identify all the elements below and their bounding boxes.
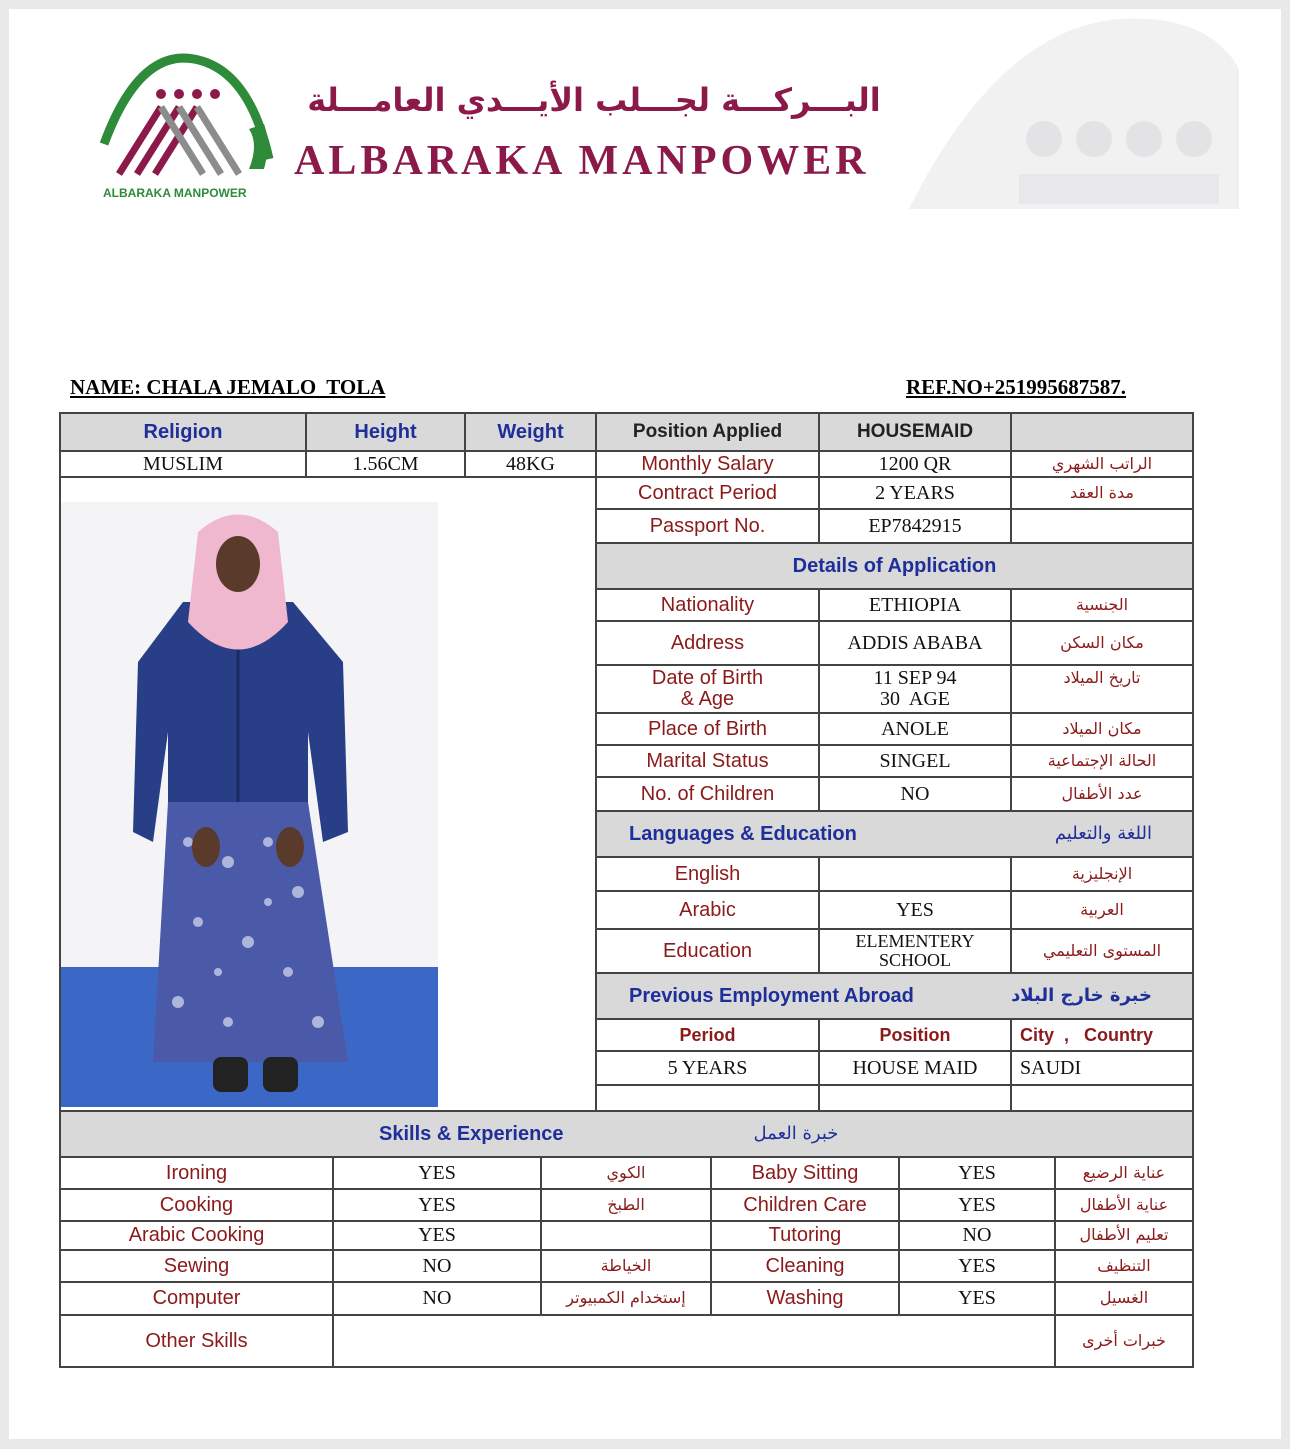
candidate-name: NAME: CHALA JEMALO TOLA: [70, 375, 386, 399]
education-arabic: المستوى التعليمي: [1010, 928, 1194, 974]
passport-value: EP7842915: [818, 508, 1012, 544]
skill-right-arabic: التنظيف: [1054, 1249, 1194, 1283]
place-of-birth-arabic: مكان الميلاد: [1010, 712, 1194, 746]
arabic-arabic: العربية: [1010, 890, 1194, 930]
english-label: English: [595, 856, 820, 892]
other-skills-label: Other Skills: [59, 1314, 334, 1368]
skill-left-value: YES: [332, 1220, 542, 1251]
children-label: No. of Children: [595, 776, 820, 812]
cv-page: [9, 9, 1281, 1439]
employment-section-title: [595, 972, 1194, 1020]
employment-title-english: Previous Employment Abroad: [629, 984, 914, 1007]
arabic-label: Arabic: [595, 890, 820, 930]
monthly-salary-value: 1200 QR: [818, 450, 1012, 478]
employment-period-header: Period: [595, 1018, 820, 1052]
dob-label-line2: & Age: [680, 688, 735, 710]
contract-period-arabic: مدة العقد: [1010, 476, 1194, 510]
watermark-logo-icon: [909, 9, 1239, 209]
company-logo: [99, 49, 279, 199]
weight-header: Weight: [464, 412, 597, 452]
skill-left-label: Arabic Cooking: [59, 1220, 334, 1251]
education-value: [818, 928, 1012, 974]
education-value-line2: SCHOOL: [878, 950, 951, 970]
skill-right-value: YES: [898, 1156, 1056, 1190]
contract-period-value: 2 YEARS: [818, 476, 1012, 510]
skill-right-value: NO: [898, 1220, 1056, 1251]
skill-left-arabic: الطبخ: [540, 1188, 712, 1222]
nationality-value: ETHIOPIA: [818, 588, 1012, 622]
company-name-english: ALBARAKA MANPOWER: [294, 138, 870, 184]
skill-right-label: Tutoring: [710, 1220, 900, 1251]
employment-empty-cell: [818, 1084, 1012, 1112]
photo-frame: [59, 476, 597, 1112]
marital-status-value: SINGEL: [818, 744, 1012, 778]
skill-left-value: NO: [332, 1249, 542, 1283]
skill-right-arabic: عناية الأطفال: [1054, 1188, 1194, 1222]
dob-value: [818, 664, 1012, 714]
skills-title-english: Skills & Experience: [379, 1122, 564, 1145]
languages-title-english: Languages & Education: [629, 822, 857, 845]
employment-location-value: SAUDI: [1010, 1050, 1194, 1086]
logo-caption: ALBARAKA MANPOWER: [103, 186, 247, 200]
details-section-title: Details of Application: [595, 542, 1194, 590]
languages-title-arabic: اللغة والتعليم: [1054, 822, 1152, 844]
marital-status-arabic: الحالة الإجتماعية: [1010, 744, 1194, 778]
employment-empty-cell: [1010, 1084, 1194, 1112]
skill-right-value: YES: [898, 1249, 1056, 1283]
skill-left-label: Cooking: [59, 1188, 334, 1222]
english-value: [818, 856, 1012, 892]
skills-section-title: [59, 1110, 1194, 1158]
monthly-salary-arabic: الراتب الشهري: [1010, 450, 1194, 478]
dob-value-date: 11 SEP 94: [873, 667, 957, 689]
skill-left-label: Computer: [59, 1281, 334, 1316]
skill-left-arabic: إستخدام الكمبيوتر: [540, 1281, 712, 1316]
skill-right-value: YES: [898, 1188, 1056, 1222]
religion-value: MUSLIM: [59, 450, 307, 478]
skill-left-value: YES: [332, 1156, 542, 1190]
skill-left-arabic: [540, 1220, 712, 1251]
skill-left-label: Sewing: [59, 1249, 334, 1283]
education-value-line1: ELEMENTERY: [855, 931, 975, 952]
passport-label: Passport No.: [595, 508, 820, 544]
employment-period-value: 5 YEARS: [595, 1050, 820, 1086]
skill-right-label: Cleaning: [710, 1249, 900, 1283]
company-name-arabic: البـــركـــة لجـــلب الأيـــدي العامـــلة: [307, 81, 881, 119]
marital-status-label: Marital Status: [595, 744, 820, 778]
passport-arabic: [1010, 508, 1194, 544]
place-of-birth-label: Place of Birth: [595, 712, 820, 746]
address-arabic: مكان السكن: [1010, 620, 1194, 666]
skill-left-arabic: الكوي: [540, 1156, 712, 1190]
height-header: Height: [305, 412, 466, 452]
arabic-value: YES: [818, 890, 1012, 930]
skill-right-arabic: عناية الرضيع: [1054, 1156, 1194, 1190]
dob-label: [595, 664, 820, 714]
nationality-label: Nationality: [595, 588, 820, 622]
reference-number: REF.NO+251995687587.: [906, 375, 1127, 399]
skill-left-arabic: الخياطة: [540, 1249, 712, 1283]
children-arabic: عدد الأطفال: [1010, 776, 1194, 812]
candidate-photo: [59, 502, 438, 1107]
monthly-salary-label: Monthly Salary: [595, 450, 820, 478]
employment-empty-cell: [595, 1084, 820, 1112]
skill-right-label: Children Care: [710, 1188, 900, 1222]
employment-position-value: HOUSE MAID: [818, 1050, 1012, 1086]
skill-right-arabic: الغسيل: [1054, 1281, 1194, 1316]
position-applied-header: Position Applied: [595, 412, 820, 452]
nationality-arabic: الجنسية: [1010, 588, 1194, 622]
skill-left-label: Ironing: [59, 1156, 334, 1190]
skill-left-value: NO: [332, 1281, 542, 1316]
religion-header: Religion: [59, 412, 307, 452]
education-label: Education: [595, 928, 820, 974]
place-of-birth-value: ANOLE: [818, 712, 1012, 746]
address-label: Address: [595, 620, 820, 666]
children-value: NO: [818, 776, 1012, 812]
empty-header-cell: [1010, 412, 1194, 452]
other-skills-value: [332, 1314, 1056, 1368]
weight-value: 48KG: [464, 450, 597, 478]
dob-label-line1: Date of Birth: [651, 667, 764, 689]
english-arabic: الإنجليزية: [1010, 856, 1194, 892]
employment-location-header: City , Country: [1010, 1018, 1194, 1052]
languages-section-title: [595, 810, 1194, 858]
height-value: 1.56CM: [305, 450, 466, 478]
skill-left-value: YES: [332, 1188, 542, 1222]
logo-mark-icon: [99, 49, 279, 199]
skill-right-label: Baby Sitting: [710, 1156, 900, 1190]
dob-value-age: 30 AGE: [880, 688, 950, 710]
address-value: ADDIS ABABA: [818, 620, 1012, 666]
skills-title-arabic: خبرة العمل: [753, 1122, 839, 1144]
employment-position-header: Position: [818, 1018, 1012, 1052]
position-applied-value: HOUSEMAID: [818, 412, 1012, 452]
skill-right-label: Washing: [710, 1281, 900, 1316]
contract-period-label: Contract Period: [595, 476, 820, 510]
other-skills-arabic: خبرات أخرى: [1054, 1314, 1194, 1368]
skill-right-value: YES: [898, 1281, 1056, 1316]
skill-right-arabic: تعليم الأطفال: [1054, 1220, 1194, 1251]
employment-title-arabic: خبرة خارج البلاد: [1011, 984, 1152, 1006]
dob-arabic: تاريخ الميلاد: [1010, 664, 1194, 714]
